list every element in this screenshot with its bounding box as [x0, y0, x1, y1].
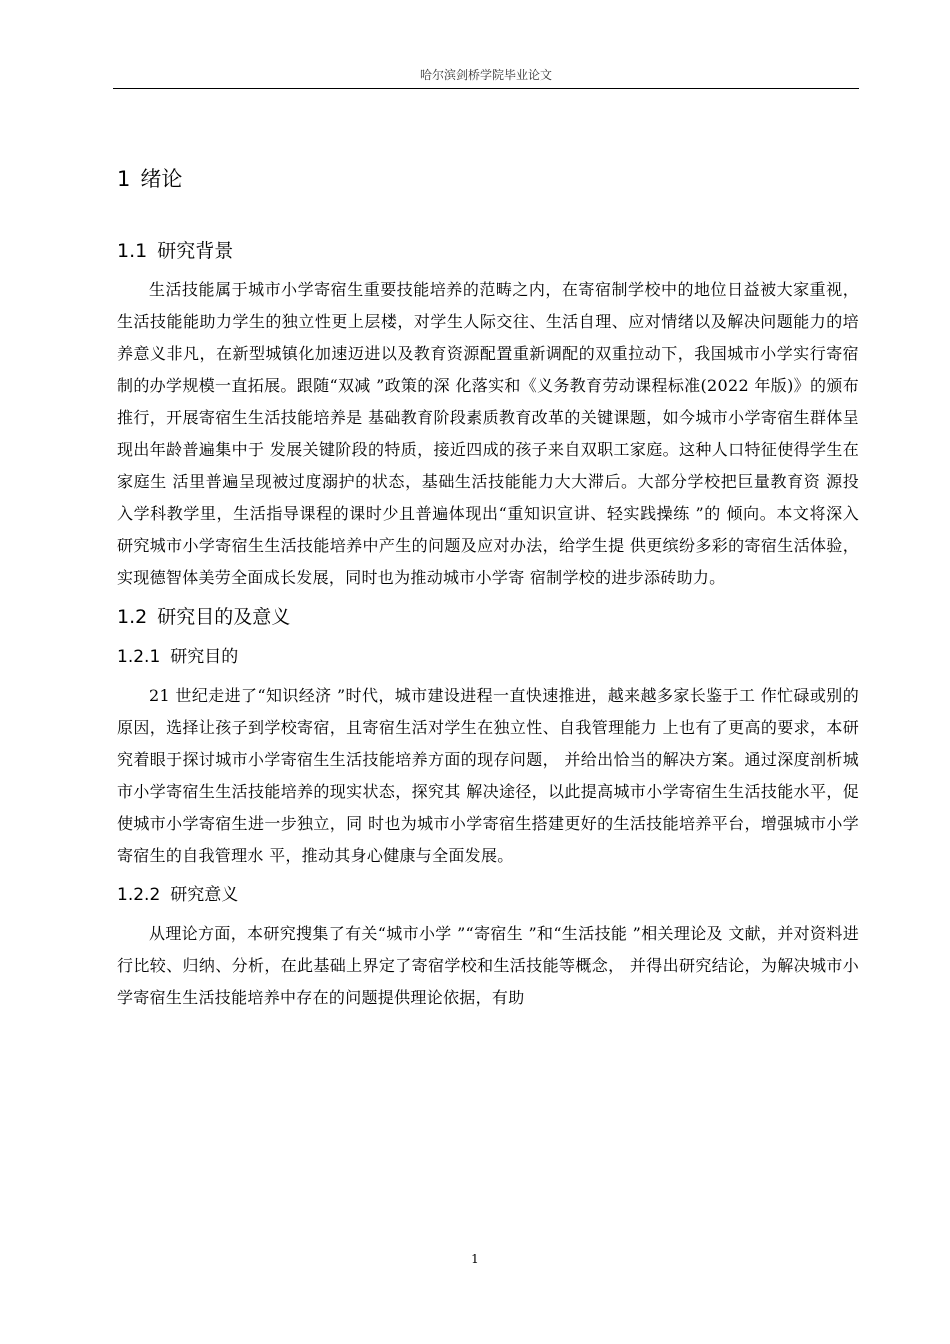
subsection-title: 研究目的: [170, 647, 239, 667]
subsection-heading-1-2-1: [117, 640, 859, 674]
subsection-heading-1-2-2: [117, 878, 859, 912]
chapter-heading: [117, 160, 859, 198]
section-title: 研究背景: [157, 240, 234, 262]
chapter-number: 1: [117, 167, 131, 191]
subsection-number: 1.2.2: [117, 885, 161, 905]
document-body: [117, 160, 859, 1020]
subsection-title: 研究意义: [170, 885, 239, 905]
subsection-number: 1.2.1: [117, 647, 161, 667]
section-number: 1.2: [117, 606, 148, 628]
paragraph-background: 生活技能属于城市小学寄宿生重要技能培养的范畴之内，在寄宿制学校中的地位日益被大家重视，生活技能能助力学生的独立性更上层楼，对学生人际交往、生活自理、应对情绪以及解决问题能力的培养意义非凡，在新型城镇化加速迈进以及教育资源配置重新调配的双重拉动下，我国城市小学实行寄宿制的办学规模一直拓展。跟随“双减 ”政策的深 化落实和《义务教育劳动课程标准(2022 年版)》的颁布推行，开展寄宿生生活技能培养是 基础教育阶段素质教育改革的关键课题，如今城市小学寄宿生群体呈现出年龄普遍集中于 发展关键阶段的特质，接近四成的孩子来自双职工家庭。这种人口特征使得学生在家庭生 活里普遍呈现被过度溺护的状态，基础生活技能能力大大滞后。大部分学校把巨量教育资 源投入学科教学里，生活指导课程的课时少且普遍体现出“重知识宣讲、轻实践操练 ”的 倾向。本文将深入研究城市小学寄宿生生活技能培养中产生的问题及应对办法，给学生提 供更缤纷多彩的寄宿生活体验，实现德智体美劳全面成长发展，同时也为推动城市小学寄 宿制学校的进步添砖助力。: [117, 280, 859, 587]
header-rule: [113, 88, 859, 89]
running-header: 哈尔滨剑桥学院毕业论文: [419, 68, 552, 82]
page-number: 1: [471, 1252, 479, 1266]
chapter-title: 绪论: [140, 167, 183, 191]
section-title: 研究目的及意义: [157, 606, 291, 628]
paragraph-purpose: 21 世纪走进了“知识经济 ”时代，城市建设进程一直快速推进，越来越多家长鉴于工 作忙碌或别的原因，选择让孩子到学校寄宿，且寄宿生活对学生在独立性、自我管理能力 上也有了更高的要求，本研究着眼于探讨城市小学寄宿生生活技能培养方面的现存问题， 并给出恰当的解决方案。通过深度剖析城市小学寄宿生生活技能培养的现实状态，探究其 解决途径，以此提高城市小学寄宿生生活技能水平，促使城市小学寄宿生进一步独立，同 时也为城市小学寄宿生搭建更好的生活技能培养平台，增强城市小学寄宿生的自我管理水 平，推动其身心健康与全面发展。: [117, 686, 859, 865]
paragraph-significance: 从理论方面，本研究搜集了有关“城市小学 ”“寄宿生 ”和“生活技能 ”相关理论及 文献，并对资料进行比较、归纳、分析，在此基础上界定了寄宿学校和生活技能等概念， 并得出研究结论，为解决城市小学寄宿生生活技能培养中存在的问题提供理论依据，有助: [117, 924, 859, 1007]
section-heading-1-1: [117, 234, 859, 268]
section-number: 1.1: [117, 240, 148, 262]
section-heading-1-2: [117, 600, 859, 634]
